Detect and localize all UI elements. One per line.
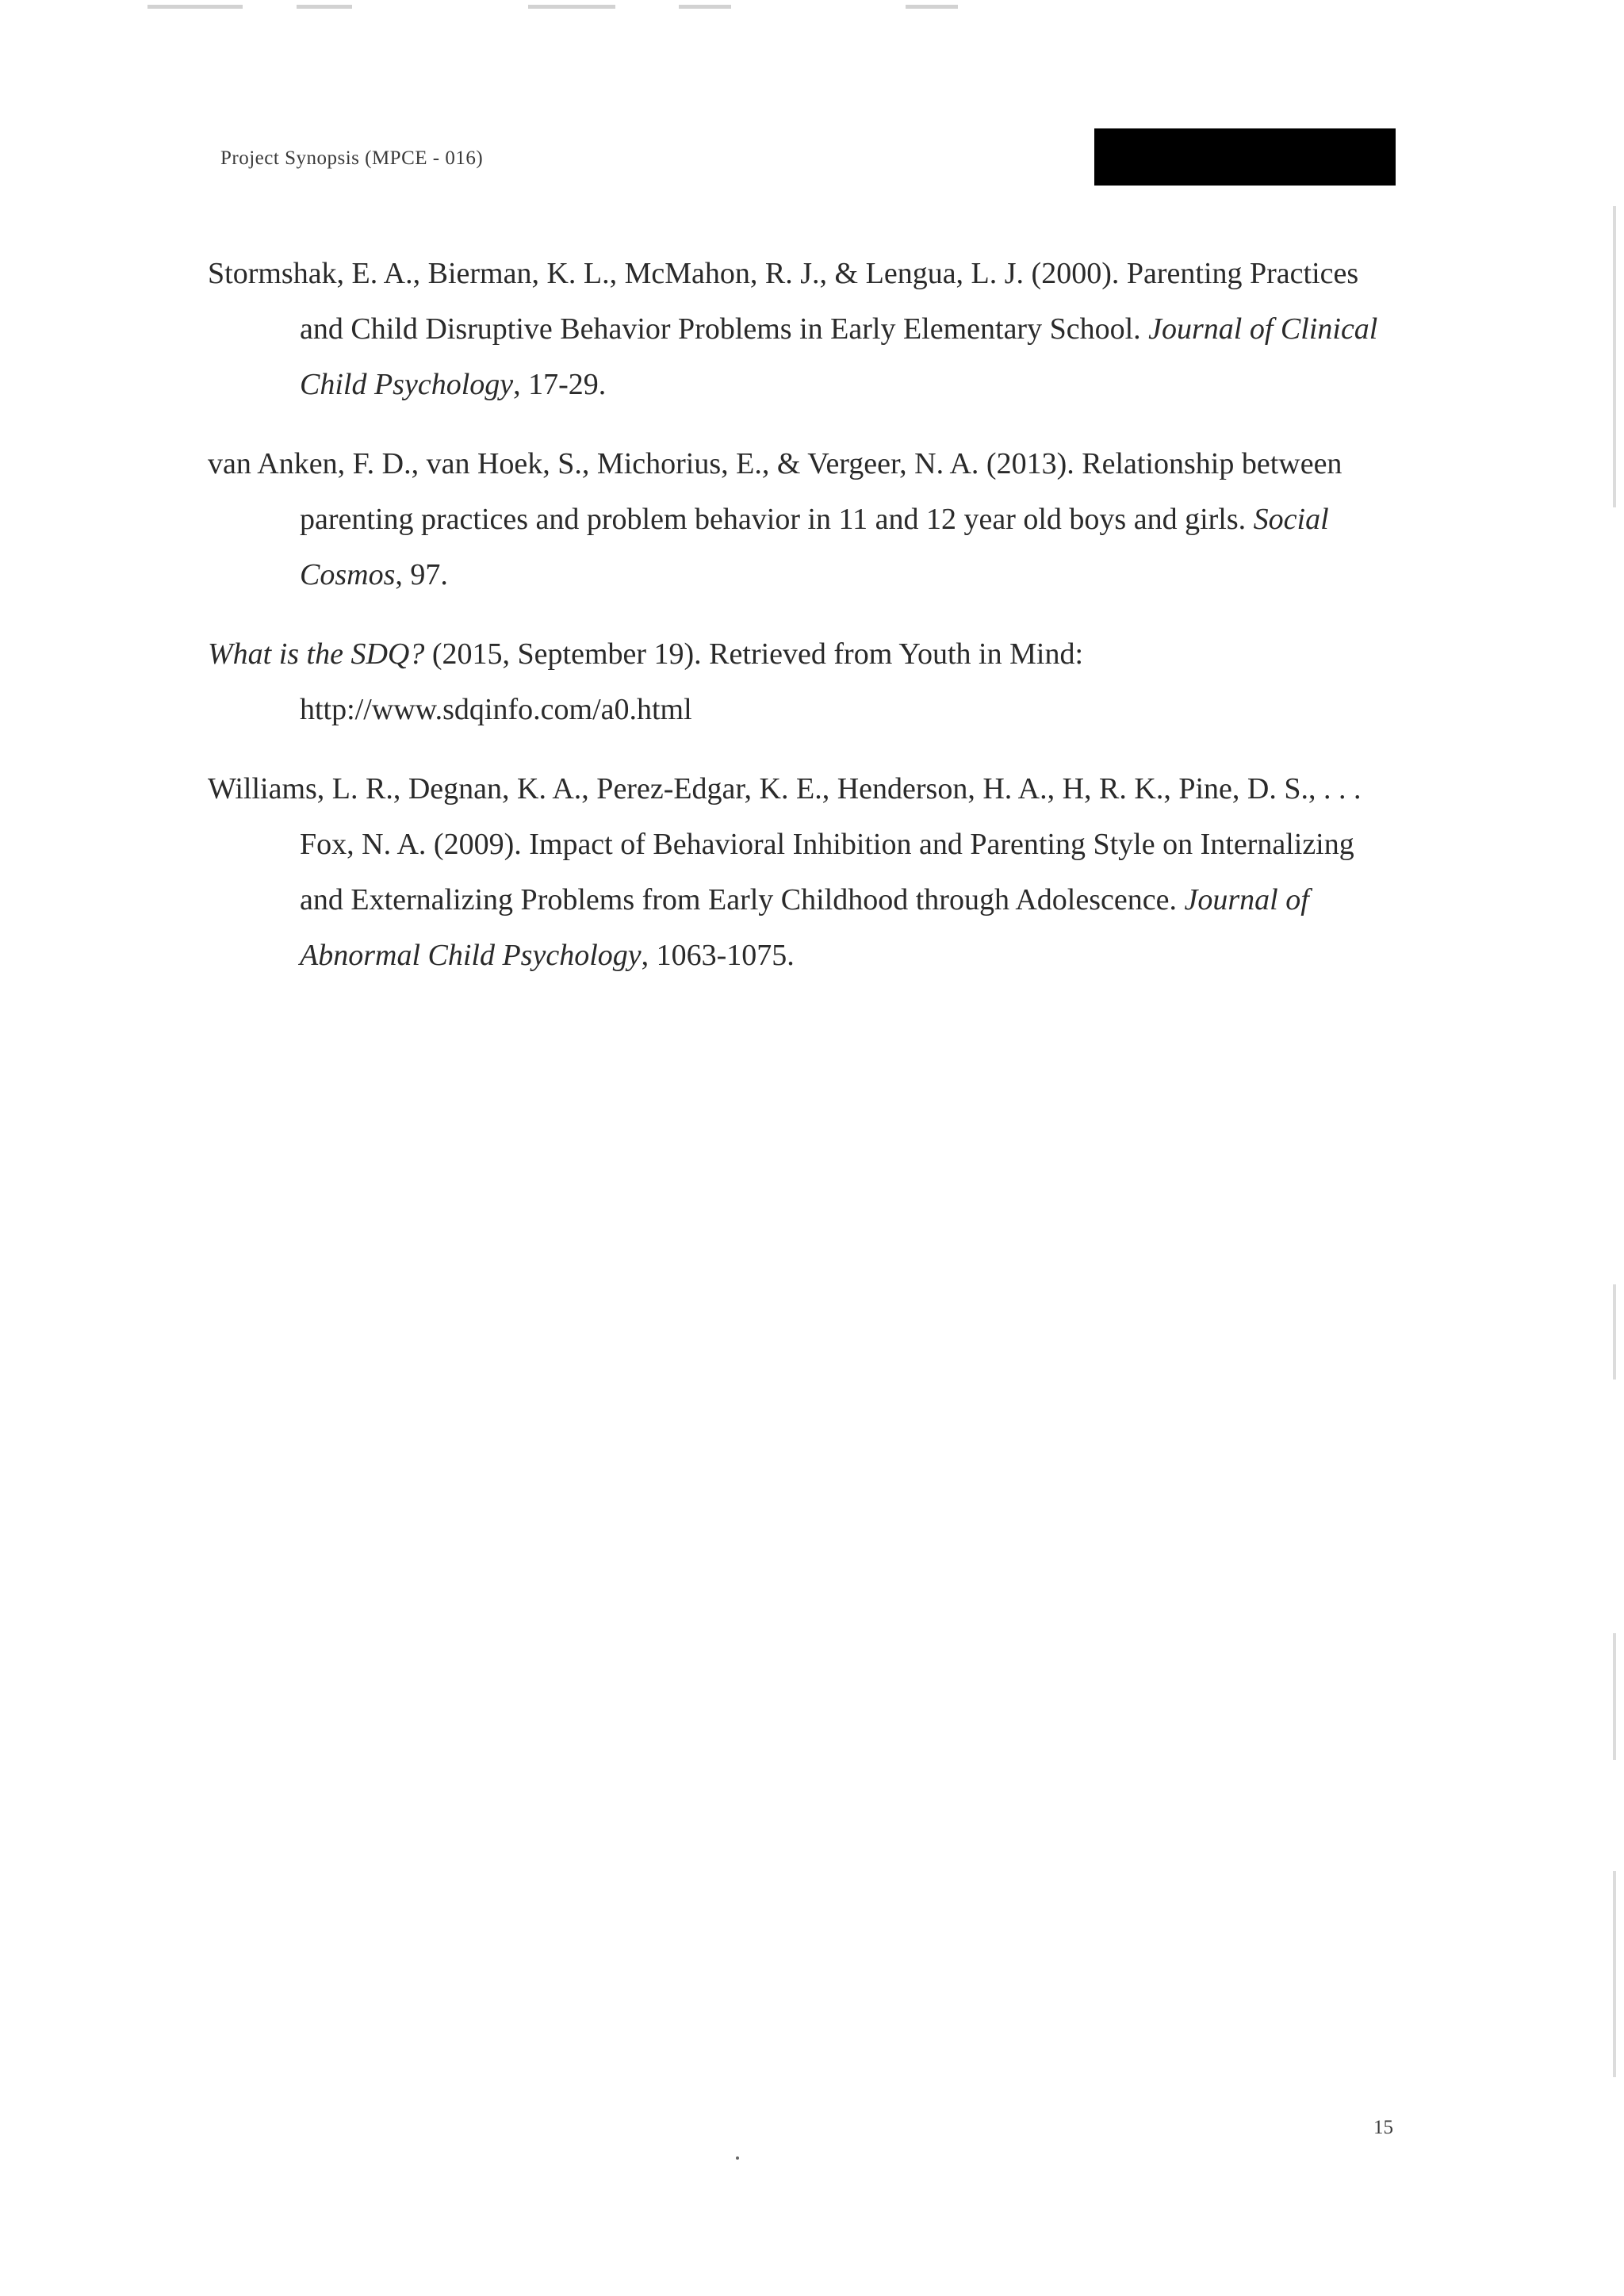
reference-journal: Social Cosmos xyxy=(300,503,1329,591)
scan-mark xyxy=(528,5,615,9)
reference-title: What is the SDQ? xyxy=(208,637,425,671)
reference-text: van Anken, F. D., van Hoek, S., Michorius, E., & Vergeer, N. A. (2013). Relationship between parenting practices and problem behavior in 11 and 12 year old boys and girls. xyxy=(208,447,1342,536)
reference-text: (2015, September 19). Retrieved from Youth in Mind: http://www.sdqinfo.com/a0.html xyxy=(300,637,1084,726)
scan-edge-line xyxy=(1613,1871,1616,2077)
reference-entry xyxy=(208,761,1397,983)
scan-mark xyxy=(679,5,731,9)
reference-text: , 17-29. xyxy=(513,368,607,401)
reference-journal: Journal of Abnormal Child Psychology xyxy=(300,883,1309,972)
scan-edge-line xyxy=(1613,1284,1616,1380)
reference-entry xyxy=(208,436,1397,603)
reference-text: , 97. xyxy=(395,558,448,591)
reference-list xyxy=(208,246,1397,1007)
running-head: Project Synopsis (MPCE - 016) xyxy=(220,147,484,169)
reference-text: Williams, L. R., Degnan, K. A., Perez-Edgar, K. E., Henderson, H. A., H, R. K., Pine, D. S., . . . Fox, N. A. (2009). Impact of Behavioral Inhibition and Parenting Style on Internalizing and Externalizing Problems from Early Childhood through Adolescence. xyxy=(208,772,1362,916)
redaction-box xyxy=(1094,128,1396,186)
scan-edge-line xyxy=(1613,1633,1616,1760)
scan-edge-line xyxy=(1613,206,1616,507)
reference-entry xyxy=(208,246,1397,412)
reference-journal: Journal of Clinical Child Psychology xyxy=(300,312,1378,401)
reference-text: , 1063-1075. xyxy=(641,939,795,972)
scan-mark xyxy=(297,5,352,9)
scan-mark xyxy=(147,5,243,9)
reference-entry xyxy=(208,626,1397,737)
reference-text: Stormshak, E. A., Bierman, K. L., McMahon, R. J., & Lengua, L. J. (2000). Parenting Practices and Child Disruptive Behavior Problems in Early Elementary School. xyxy=(208,257,1359,346)
scan-speck xyxy=(736,2156,739,2160)
scan-mark xyxy=(906,5,958,9)
page-number: 15 xyxy=(1373,2117,1393,2138)
